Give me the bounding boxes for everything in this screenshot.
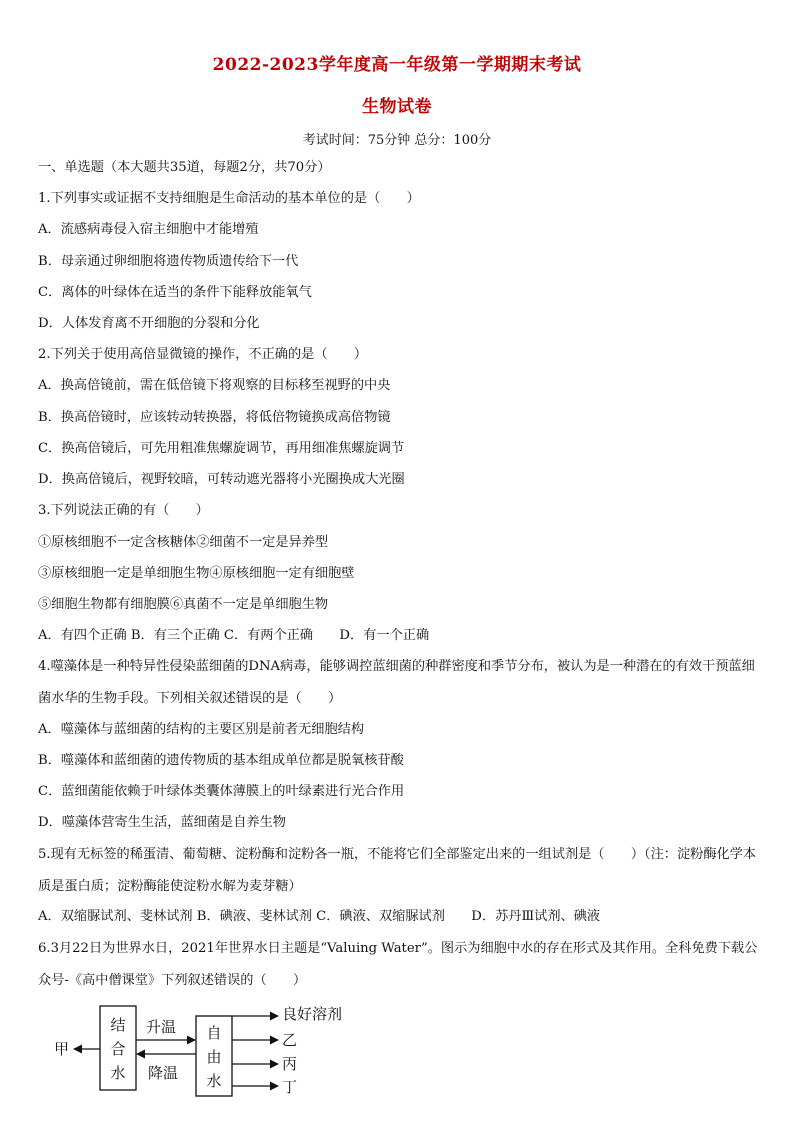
question-2-option-b: B．换高倍镜时，应该转动转换器，将低倍物镜换成高倍物镜 bbox=[38, 410, 391, 425]
question-2-option-c: C．换高倍镜后，可先用粗准焦螺旋调节，再用细准焦螺旋调节 bbox=[38, 441, 405, 456]
exam-subject-title: 生物试卷 bbox=[362, 97, 432, 117]
output-yi: 乙 bbox=[282, 1031, 298, 1049]
output-bing: 丙 bbox=[282, 1055, 298, 1073]
output-good-solvent: 良好溶剂 bbox=[282, 1005, 343, 1023]
cool-label: 降温 bbox=[148, 1064, 179, 1082]
section-heading: 一、单选题（本大题共35道，每题2分，共70分） bbox=[38, 160, 331, 175]
free-water-char-1: 自 bbox=[206, 1024, 222, 1042]
question-3-statement-1: ①原核细胞不一定含核糖体②细菌不一定是异养型 bbox=[38, 535, 329, 550]
question-5-stem: 5.现有无标签的稀蛋清、葡萄糖、淀粉酶和淀粉各一瓶，不能将它们全部鉴定出来的一组试剂是（ ）（注：淀粉酶化学本质是蛋白质；淀粉酶能使淀粉水解为麦芽糖） bbox=[38, 847, 757, 894]
question-1-option-a: A．流感病毒侵入宿主细胞中才能增殖 bbox=[38, 222, 259, 237]
question-3-stem: 3.下列说法正确的有（ ） bbox=[38, 503, 209, 518]
question-1-option-b: B．母亲通过卵细胞将遗传物质遗传给下一代 bbox=[38, 254, 299, 269]
question-2-option-a: A．换高倍镜前，需在低倍镜下将观察的目标移至视野的中央 bbox=[38, 378, 391, 393]
question-1-option-d: D．人体发育离不开细胞的分裂和分化 bbox=[38, 316, 260, 331]
question-1-stem: 1.下列事实或证据不支持细胞是生命活动的基本单位的是（ ） bbox=[38, 191, 420, 206]
question-4-option-d: D．噬藻体营寄生生活，蓝细菌是自养生物 bbox=[38, 815, 286, 830]
question-4-stem: 4.噬藻体是一种特异性侵染蓝细菌的DNA病毒，能够调控蓝细菌的种群密度和季节分布，被认为是一种潜在的有效干预蓝细菌水华的生物手段。下列相关叙述错误的是（ ） bbox=[38, 659, 755, 706]
question-5-options: A．双缩脲试剂、斐林试剂 B．碘液、斐林试剂 C．碘液、双缩脲试剂 D．苏丹Ⅲ试剂、碘液 bbox=[38, 909, 601, 924]
heat-label: 升温 bbox=[146, 1018, 177, 1036]
exam-title: 2022-2023学年度高一年级第一学期期末考试 bbox=[212, 55, 582, 75]
free-water-char-3: 水 bbox=[206, 1072, 222, 1090]
exam-info: 考试时间：75分钟 总分：100分 bbox=[302, 133, 492, 148]
question-3-options: A．有四个正确 B．有三个正确 C．有两个正确 D．有一个正确 bbox=[38, 628, 430, 643]
question-6-stem: 6.3月22日为世界水日，2021年世界水日主题是“Valuing Water”。图示为细胞中水的存在形式及其作用。全科免费下载公众号-《高中僧课堂》下列叙述错误的（ ） bbox=[38, 941, 758, 988]
question-4-option-c: C．蓝细菌能依赖于叶绿体类囊体薄膜上的叶绿素进行光合作用 bbox=[38, 784, 405, 799]
water-forms-diagram bbox=[48, 1002, 368, 1102]
output-jia: 甲 bbox=[54, 1040, 70, 1058]
question-4-option-b: B．噬藻体和蓝细菌的遗传物质的基本组成单位都是脱氧核苷酸 bbox=[38, 753, 404, 768]
question-1-option-c: C．离体的叶绿体在适当的条件下能释放能氧气 bbox=[38, 285, 312, 300]
question-3-statement-3: ⑤细胞生物都有细胞膜⑥真菌不一定是单细胞生物 bbox=[38, 597, 329, 612]
question-3-statement-2: ③原核细胞一定是单细胞生物④原核细胞一定有细胞壁 bbox=[38, 566, 355, 581]
question-2-option-d: D．换高倍镜后，视野较暗，可转动遮光器将小光圈换成大光圈 bbox=[38, 472, 405, 487]
bound-water-char-3: 水 bbox=[110, 1064, 126, 1082]
bound-water-char-1: 结 bbox=[110, 1016, 126, 1034]
output-ding: 丁 bbox=[282, 1078, 298, 1096]
free-water-char-2: 由 bbox=[206, 1048, 222, 1066]
question-4-option-a: A．噬藻体与蓝细菌的结构的主要区别是前者无细胞结构 bbox=[38, 722, 365, 737]
question-2-stem: 2.下列关于使用高倍显微镜的操作，不正确的是（ ） bbox=[38, 347, 368, 362]
bound-water-char-2: 合 bbox=[110, 1040, 126, 1058]
